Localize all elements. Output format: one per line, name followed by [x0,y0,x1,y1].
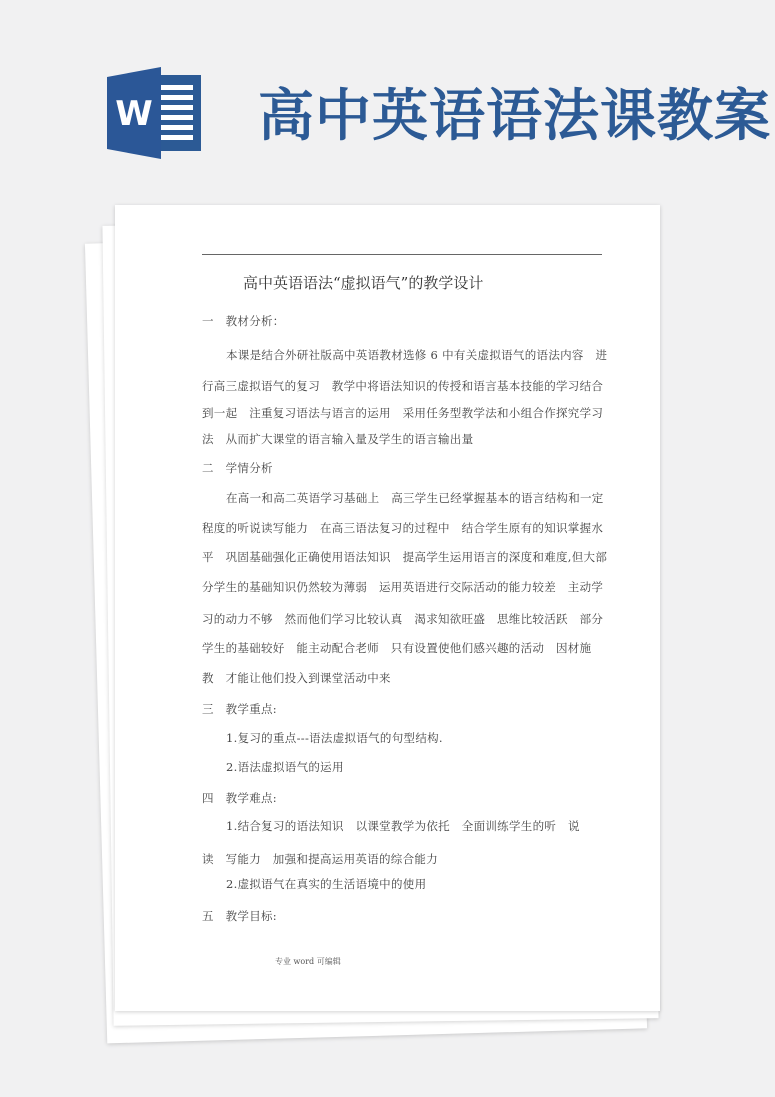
paragraph-line: 习的动力不够 然而他们学习比较认真 渴求知欲旺盛 思维比较活跃 部分 [202,612,604,626]
list-item: 1.复习的重点---语法虚拟语气的句型结构. [226,731,443,745]
section-heading: 五 教学目标: [202,909,277,923]
section-heading: 二 学情分析 [202,461,273,475]
word-logo-icon [107,67,207,159]
list-item: 2.虚拟语气在真实的生活语境中的使用 [226,877,427,891]
paragraph-line: 到一起 注重复习语法与语言的运用 采用任务型教学法和小组合作探究学习 [202,406,604,420]
list-item: 2.语法虚拟语气的运用 [226,760,344,774]
paragraph-line: 分学生的基础知识仍然较为薄弱 运用英语进行交际活动的能力较差 主动学 [202,580,604,594]
paragraph-line: 在高一和高二英语学习基础上 高三学生已经掌握基本的语言结构和一定 [226,491,604,505]
document-title: 高中英语语法“虚拟语气”的教学设计 [243,274,484,292]
page-footer: 专业 word 可编辑 [275,957,341,966]
paragraph-line: 读 写能力 加强和提高运用英语的综合能力 [202,852,438,866]
paragraph-line: 行高三虚拟语气的复习 教学中将语法知识的传授和语言基本技能的学习结合 [202,379,604,393]
paragraph-line: 本课是结合外研社版高中英语教材选修 6 中有关虚拟语气的语法内容 进 [226,348,608,362]
section-heading: 四 教学难点: [202,791,277,805]
paragraph-line: 教 才能让他们投入到课堂活动中来 [202,671,391,685]
paragraph-line: 程度的听说读写能力 在高三语法复习的过程中 结合学生原有的知识掌握水 [202,521,604,535]
paragraph-line: 学生的基础较好 能主动配合老师 只有设置使他们感兴趣的活动 因材施 [202,641,592,655]
paragraph-line: 平 巩固基础强化正确使用语法知识 提高学生运用语言的深度和难度,但大部 [202,550,608,564]
banner-title: 高中英语语法课教案 [258,83,771,149]
list-item: 1.结合复习的语法知识 以课堂教学为依托 全面训练学生的听 说 [226,819,580,833]
svg-text:W: W [115,94,153,134]
section-heading: 一 教材分析： [202,314,285,328]
paragraph-line: 法 从而扩大课堂的语言输入量及学生的语言输出量 [202,432,474,446]
section-heading: 三 教学重点: [202,702,277,716]
header-rule [202,254,602,255]
